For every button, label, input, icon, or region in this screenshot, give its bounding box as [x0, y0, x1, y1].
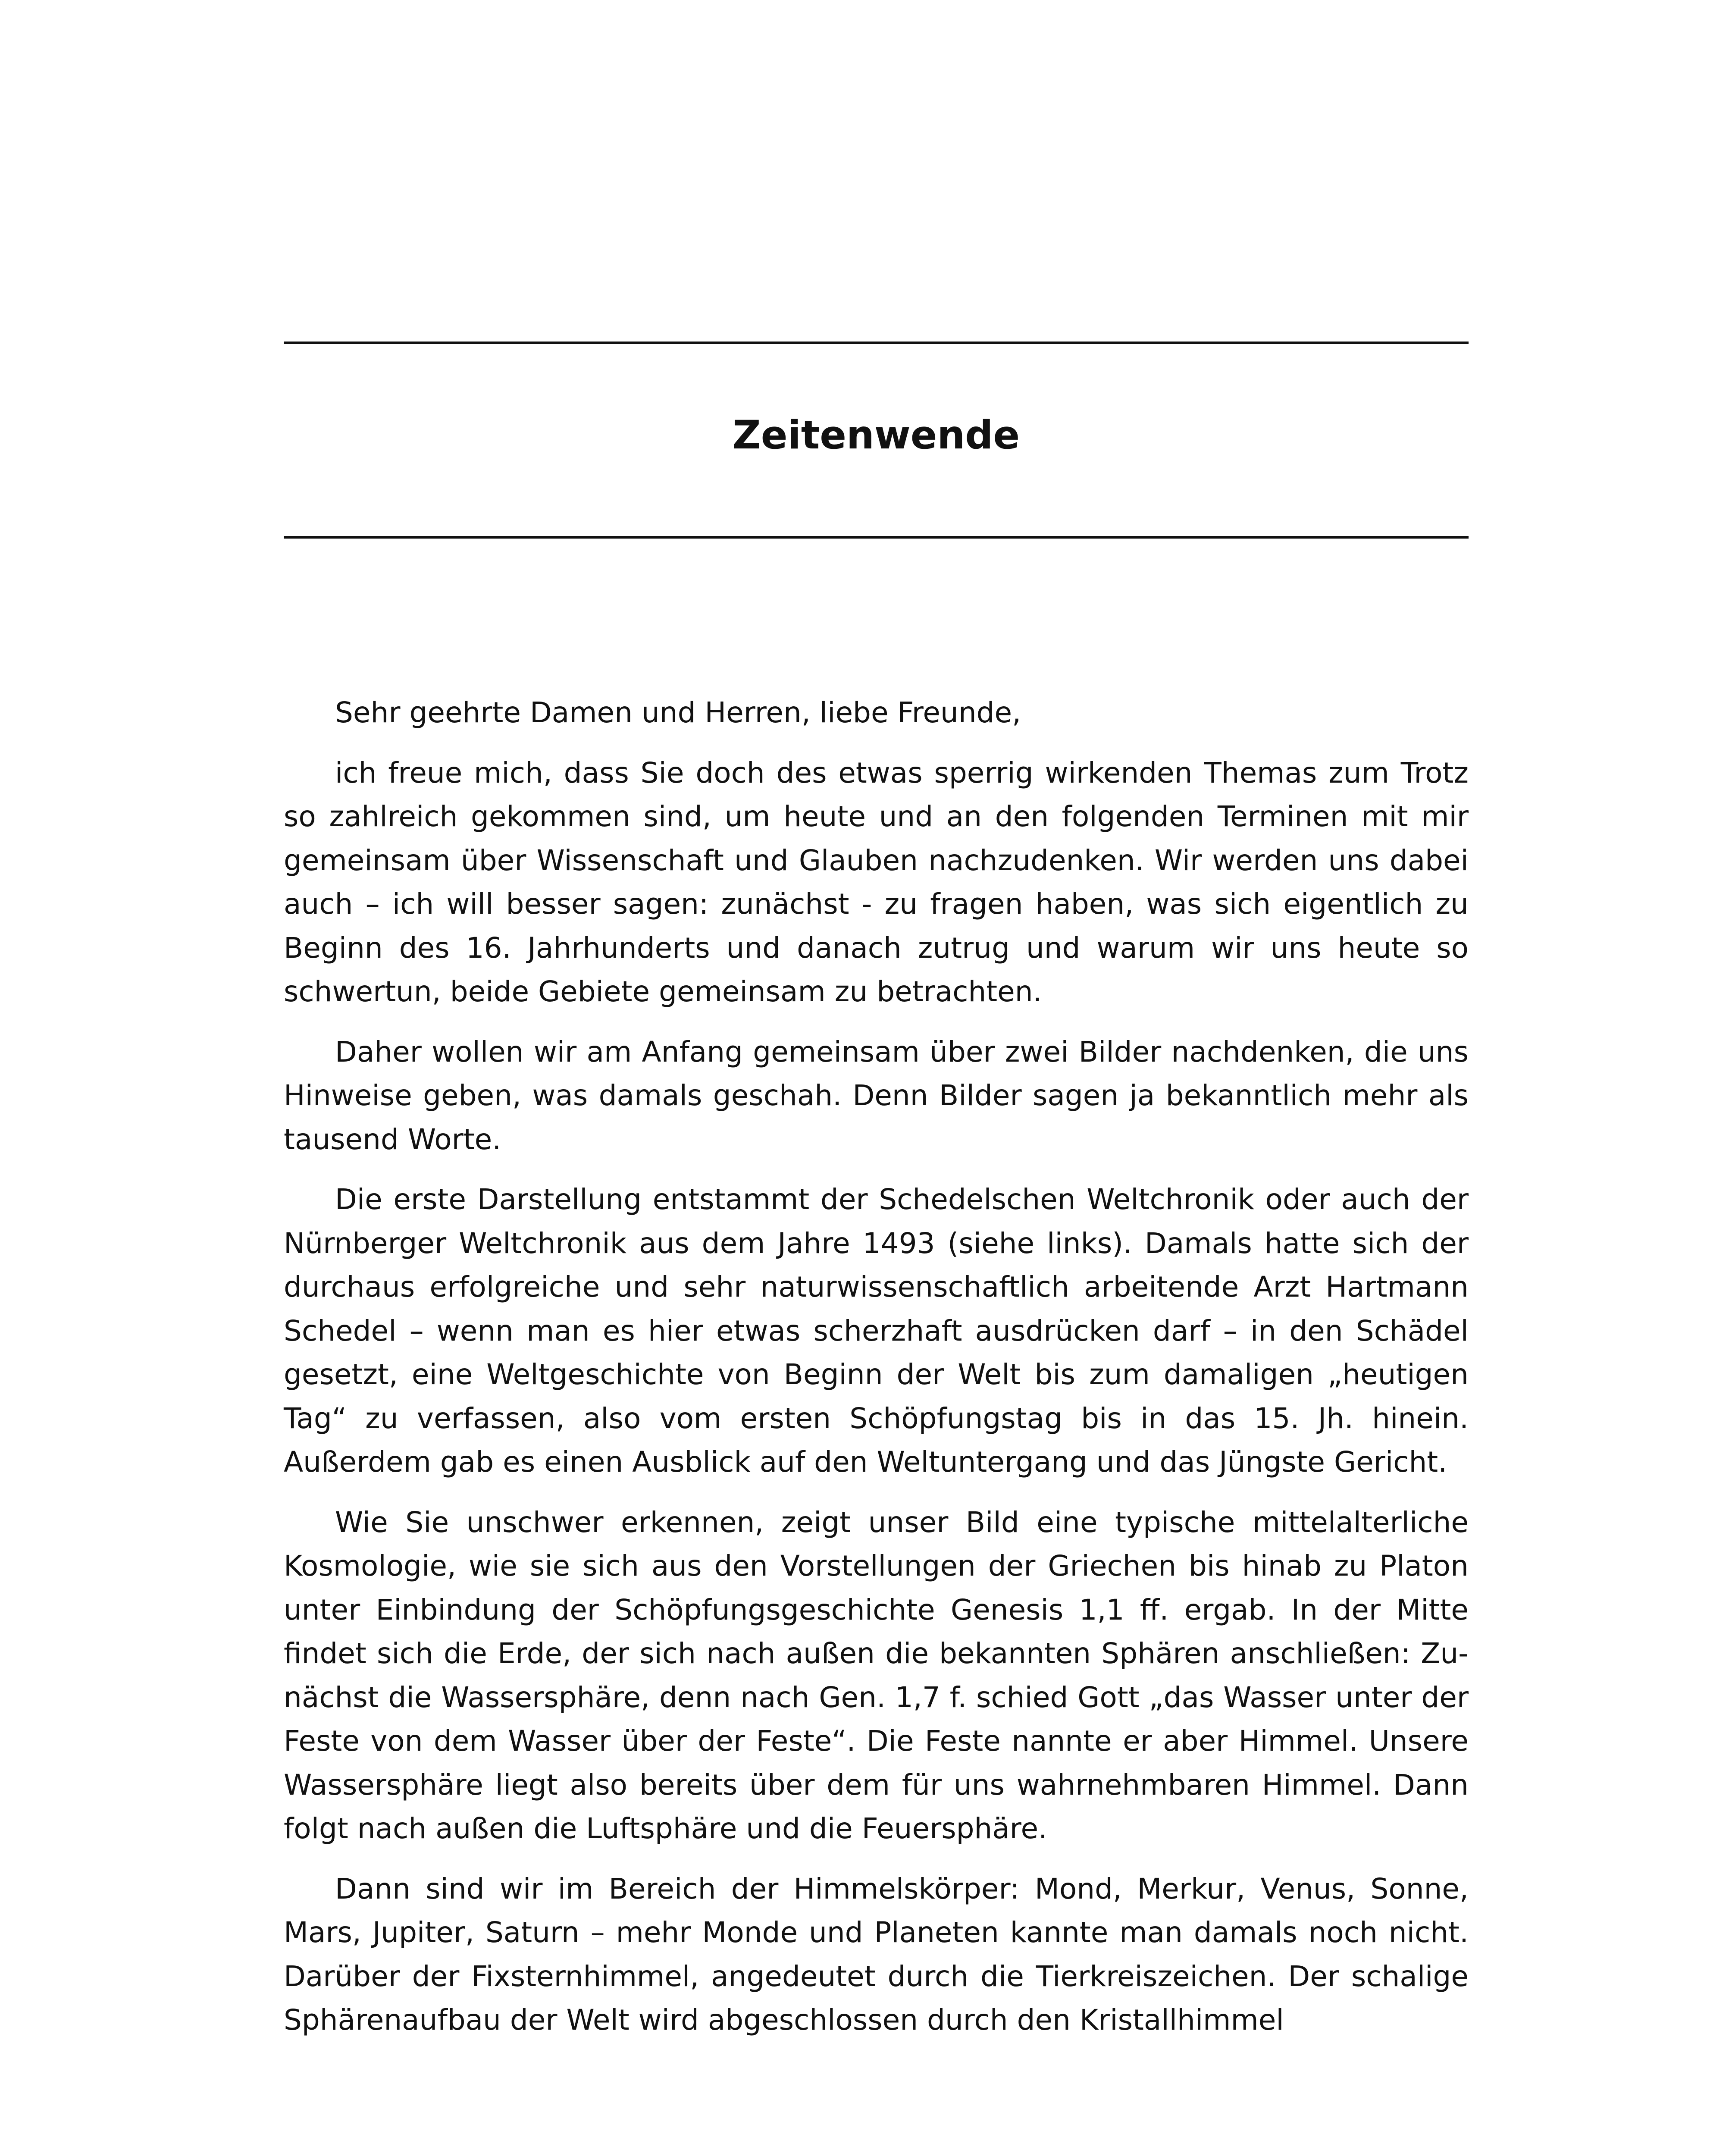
- paragraph-salutation: Sehr geehrte Damen und Herren, liebe Freunde,: [335, 696, 1021, 729]
- bottom-rule: [284, 536, 1469, 539]
- chapter-title: Zeitenwende: [732, 413, 1020, 458]
- paragraph: Dann sind wir im Bereich der Himmelskörper: Mond, Merkur, Venus, Sonne, Mars, Jupiter, Saturn – mehr Monde und Planeten kannte man damals noch nicht. Darüber der Fixsternhimmel, angedeutet durch die Tierkreiszeichen. Der schalige Sphärenaufbau der Welt wird abgeschlossen durch den Kristallhimmel: [284, 1872, 1469, 2037]
- paragraph: Daher wollen wir am Anfang gemeinsam über zwei Bilder nachdenken, die uns Hinweise geben, was damals geschah. Denn Bilder sagen ja bekanntlich mehr als tausend Worte.: [284, 1035, 1469, 1156]
- body-text: [284, 691, 1469, 2059]
- paragraph: ich freue mich, dass Sie doch des etwas sperrig wirkenden Themas zum Trotz so zahlreich gekommen sind, um heute und an den folgenden Terminen mit mir gemeinsam über Wissenschaft und Glauben nachzudenken. Wir werden uns dabei auch – ich will besser sagen: zunächst - zu fragen haben, was sich eigentlich zu Beginn des 16. Jahrhunderts und danach zutrug und warum wir uns heute so schwertun, beide Gebiete gemeinsam zu betrachten.: [284, 756, 1469, 1008]
- paragraph: Wie Sie unschwer erkennen, zeigt unser Bild eine typische mittelalterliche Kosmologie, wie sie sich aus den Vorstellungen der Griechen bis hinab zu Platon unter Einbindung der Schöpfungsgeschichte Genesis 1,1 ff. ergab. In der Mitte findet sich die Erde, der sich nach außen die bekannten Sphären anschließen: Zunächst die Wassersphäre, denn nach Gen. 1,7 f. schied Gott „das Wasser unter der Feste von dem Wasser über der Feste“. Die Feste nannte er aber Himmel. Unsere Wassersphäre liegt also bereits über dem für uns wahrnehmbaren Himmel. Dann folgt nach außen die Luftsphäre und die Feuersphäre.: [284, 1505, 1469, 1845]
- paragraph: Die erste Darstellung entstammt der Schedelschen Weltchronik oder auch der Nürnberger Weltchronik aus dem Jahre 1493 (siehe links). Damals hatte sich der durchaus erfolgreiche und sehr naturwissenschaftlich arbeitende Arzt Hartmann Schedel – wenn man es hier etwas scherzhaft ausdrücken darf – in den Schädel gesetzt, eine Weltgeschichte von Beginn der Welt bis zum damaligen „heutigen Tag“ zu verfassen, also vom ersten Schöpfungstag bis in das 15. Jh. hinein. Außerdem gab es einen Ausblick auf den Weltuntergang und das Jüngste Gericht.: [284, 1183, 1469, 1479]
- top-rule: [284, 342, 1469, 344]
